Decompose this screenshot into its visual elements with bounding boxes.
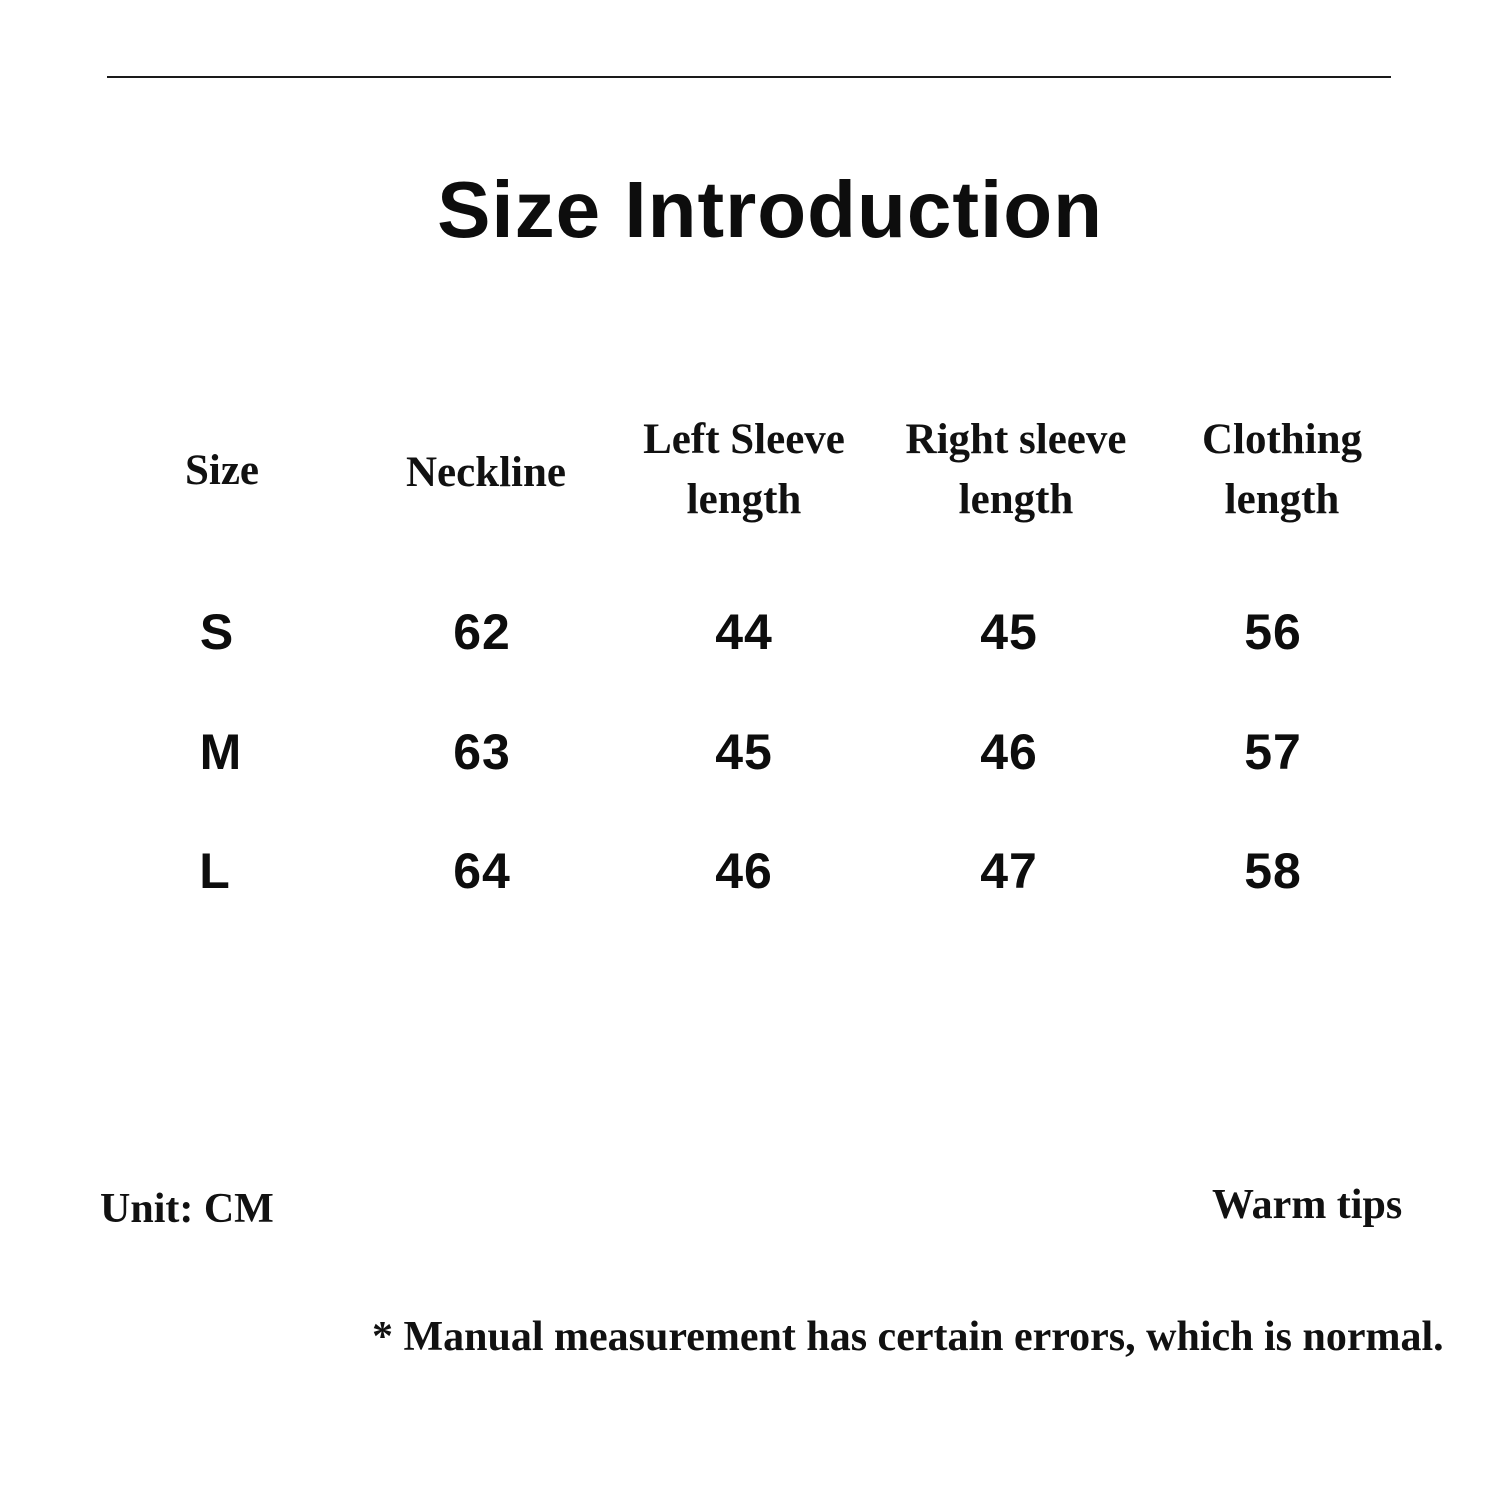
cell-right-sleeve-m: 46 [980, 724, 1038, 780]
header-left-sleeve-line-1: Left Sleeve [643, 416, 845, 463]
cell-left-sleeve-l: 46 [715, 843, 773, 899]
header-size-line-1: Size [184, 447, 260, 494]
header-left-sleeve-length [624, 410, 864, 530]
header-right-sleeve-length [886, 410, 1146, 530]
header-clothing-length [1172, 410, 1392, 530]
cell-right-sleeve-l: 47 [980, 843, 1038, 899]
cell-neckline-l: 64 [453, 843, 511, 899]
unit-label: Unit: CM [100, 1186, 274, 1232]
header-right-sleeve-line-1: Right sleeve [905, 416, 1127, 463]
header-right-sleeve-line-2: length [958, 476, 1074, 523]
top-divider [107, 76, 1391, 78]
header-neckline-line-1: Neckline [405, 449, 567, 496]
page-title: Size Introduction [437, 165, 1103, 254]
cell-left-sleeve-m: 45 [715, 724, 773, 780]
cell-size-l: L [199, 843, 231, 899]
cell-size-s: S [199, 604, 235, 660]
cell-clothing-length-m: 57 [1244, 724, 1302, 780]
cell-clothing-length-l: 58 [1244, 843, 1302, 899]
header-clothing-line-2: length [1224, 476, 1340, 523]
cell-neckline-s: 62 [453, 604, 511, 660]
header-left-sleeve-line-2: length [686, 476, 802, 523]
cell-left-sleeve-s: 44 [715, 604, 773, 660]
cell-size-m: M [199, 724, 243, 780]
cell-right-sleeve-s: 45 [980, 604, 1038, 660]
warm-tips-label: Warm tips [1212, 1182, 1403, 1228]
header-neckline [386, 443, 586, 503]
measurement-note: * Manual measurement has certain errors, which is normal. [372, 1314, 1444, 1360]
cell-neckline-m: 63 [453, 724, 511, 780]
header-clothing-line-1: Clothing [1201, 416, 1363, 463]
cell-clothing-length-s: 56 [1244, 604, 1302, 660]
header-size [142, 441, 302, 501]
